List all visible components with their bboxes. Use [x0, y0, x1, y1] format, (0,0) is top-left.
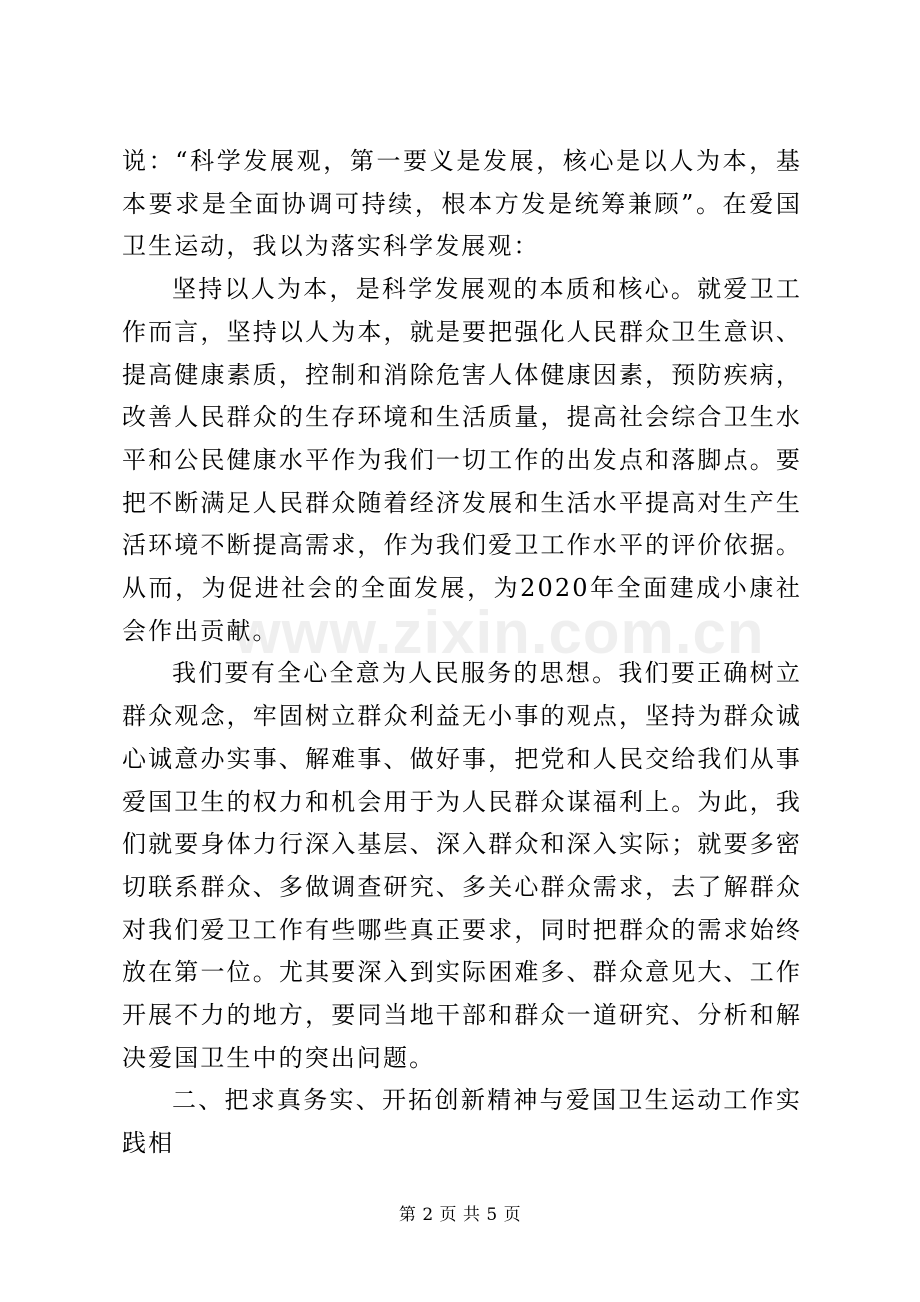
paragraph-intro: 说：“科学发展观，第一要义是发展，核心是以人为本，基本要求是全面协调可持续，根本方发是统筹兼顾”。在爱国卫生运动，我以为落实科学发展观：: [122, 147, 802, 261]
page-footer: 第 2 页 共 5 页: [398, 1205, 522, 1225]
paragraph-section-two: 二、把求真务实、开拓创新精神与爱国卫生运动工作实践相: [122, 1086, 802, 1158]
paragraph-people-oriented: 坚持以人为本，是科学发展观的本质和核心。就爱卫工作而言，坚持以人为本，就是要把强化人民群众卫生意识、提高健康素质，控制和消除危害人体健康因素，预防疾病，改善人民群众的生存环境和生活质量，提高社会综合卫生水平和公民健康水平作为我们一切工作的出发点和落脚点。要把不断满足人民群众随着经济发展和生活水平提高对生产生活环境不断提高需求，作为我们爱卫工作水平的评价依据。从而，为促进社会的全面发展，为2020年全面建成小康社会作出贡献。: [122, 275, 802, 645]
watermark: www.zixin.com.cn: [234, 599, 765, 666]
paragraph-serve-people: 我们要有全心全意为人民服务的思想。我们要正确树立群众观念，牢固树立群众利益无小事的观点，坚持为群众诚心诚意办实事、解难事、做好事，把党和人民交给我们从事爱国卫生的权力和机会用于为人民群众谋福利上。为此，我们就要身体力行深入基层、深入群众和深入实际；就要多密切联系群众、多做调查研究、多关心群众需求，去了解群众对我们爱卫工作有些哪些真正要求，同时把群众的需求始终放在第一位。尤其要深入到实际困难多、群众意见大、工作开展不力的地方，要同当地干部和群众一道研究、分析和解决爱国卫生中的突出问题。: [122, 659, 802, 1072]
document-body: [122, 140, 802, 1165]
